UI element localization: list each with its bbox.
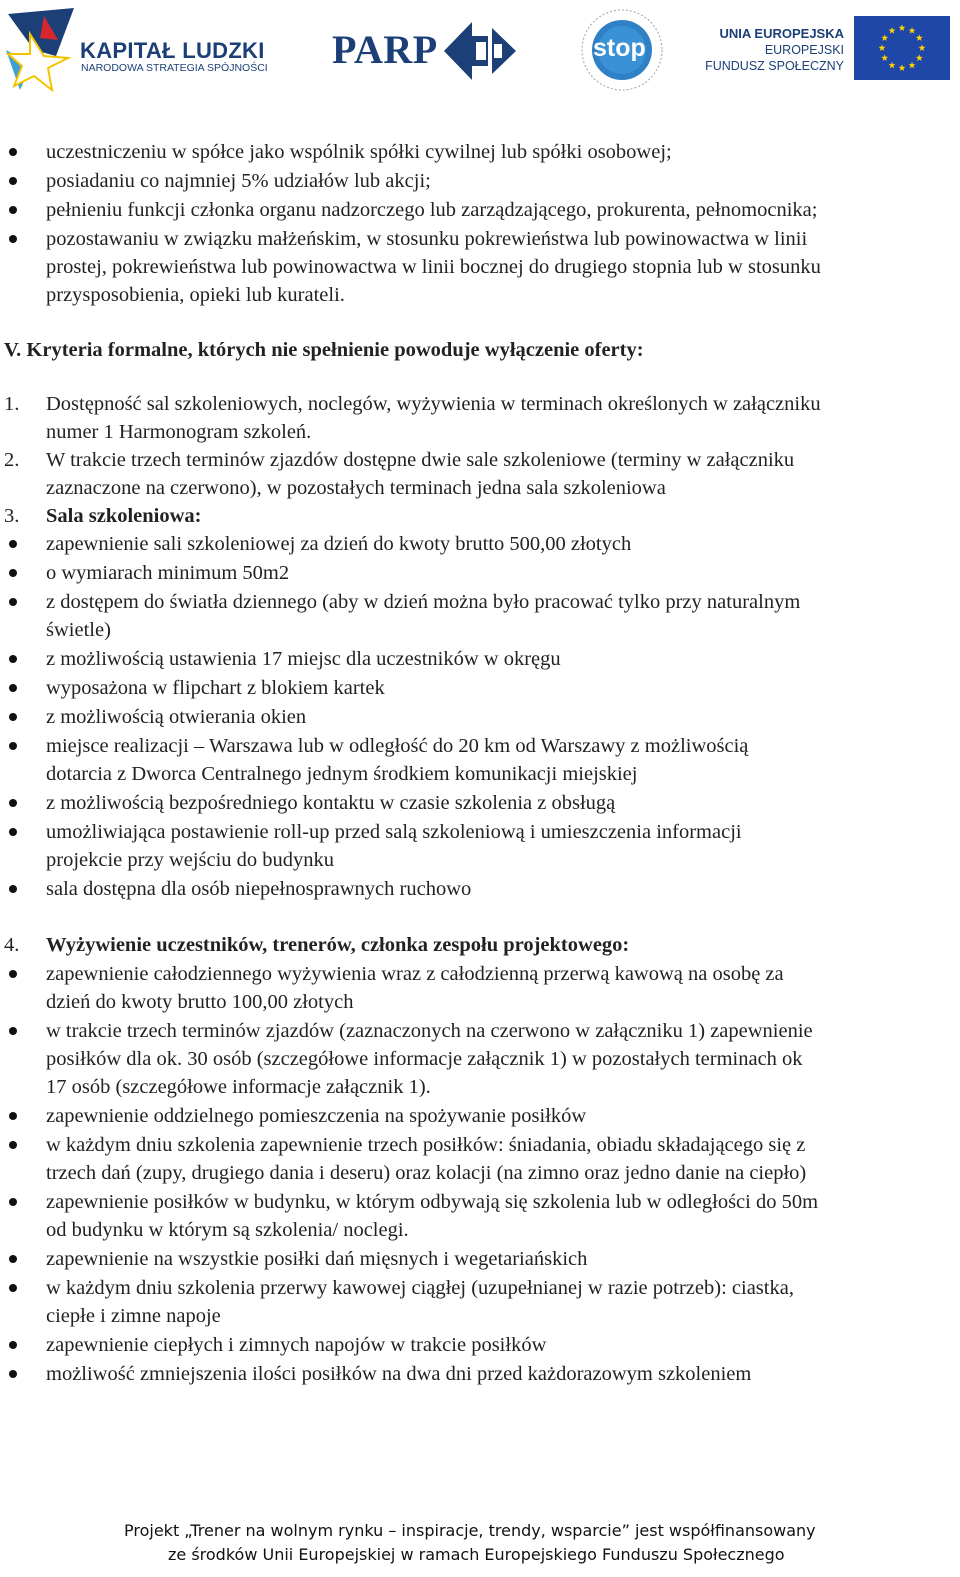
list-item-line: ciepłe i zimne napoje [46, 1305, 221, 1327]
item4-heading: Wyżywienie uczestników, trenerów, członka zespołu projektowego: [46, 934, 630, 956]
bullet-icon [9, 828, 17, 836]
list-item-line: w trakcie trzech terminów zjazdów (zaznaczonych na czerwono w załączniku 1) zapewnienie [46, 1020, 813, 1042]
list-item-line: trzech dań (zupy, drugiego dania i deseru) oraz kolacji (na zimno oraz jedno danie na ciepło) [46, 1162, 807, 1184]
numbered-item-line: W trakcie trzech terminów zjazdów dostępne dwie sale szkoleniowe (terminy w załączniku [46, 449, 795, 471]
bullet-icon [9, 1027, 17, 1035]
list-item-line: zapewnienie całodziennego wyżywienia wraz z całodzienną przerwą kawową na osobę za [46, 963, 784, 985]
kapital-ludzki-logo [4, 4, 284, 92]
list-item-line: posiadaniu co najmniej 5% udziałów lub akcji; [46, 170, 431, 192]
list-item-line: zapewnienie sali szkoleniowej za dzień do kwoty brutto 500,00 złotych [46, 533, 632, 555]
bullet-icon [9, 799, 17, 807]
list-item-line: możliwość zmniejszenia ilości posiłków na dwa dni przed każdorazowym szkoleniem [46, 1363, 752, 1385]
bullet-icon [9, 1141, 17, 1149]
list-item-line: zapewnienie oddzielnego pomieszczenia na spożywanie posiłków [46, 1105, 587, 1127]
bullet-icon [9, 1112, 17, 1120]
list-number: 2. [4, 449, 20, 471]
list-item-line: zapewnienie posiłków w budynku, w którym odbywają się szkolenia lub w odległości do 50m [46, 1191, 819, 1213]
footer-line-1: Projekt „Trener na wolnym rynku – inspiracje, trendy, wsparcie” jest współfinansowany [124, 1521, 816, 1540]
bullet-icon [9, 885, 17, 893]
header-logos [0, 0, 960, 100]
list-item-line: zapewnienie ciepłych i zimnych napojów w trakcie posiłków [46, 1334, 547, 1356]
bullet-icon [9, 1284, 17, 1292]
bullet-icon [9, 235, 17, 243]
stop-text: stop [593, 34, 646, 62]
list-item-line: dzień do kwoty brutto 100,00 złotych [46, 991, 354, 1013]
bullet-icon [9, 598, 17, 606]
kapital-ludzki-title: KAPITAŁ LUDZKI [80, 38, 265, 63]
numbered-item-line: Dostępność sal szkoleniowych, noclegów, wyżywienia w terminach określonych w załączniku [46, 393, 821, 415]
parp-text: PARP [332, 27, 438, 72]
list-number: 4. [4, 934, 20, 956]
list-item-line: z możliwością bezpośredniego kontaktu w czasie szkolenia z obsługą [46, 792, 616, 814]
bullet-icon [9, 1341, 17, 1349]
list-item-line: z możliwością ustawienia 17 miejsc dla uczestników w okręgu [46, 648, 561, 670]
list-item-line: świetle) [46, 619, 111, 641]
bullet-icon [9, 177, 17, 185]
bullet-icon [9, 1255, 17, 1263]
bullet-icon [9, 742, 17, 750]
bullet-icon [9, 655, 17, 663]
list-item-line: projekcie przy wejściu do budynku [46, 849, 335, 871]
ue-fund-line1: EUROPEJSKI [764, 43, 844, 57]
list-item-line: przysposobienia, opieki lub kurateli. [46, 284, 345, 306]
footer-line-2: ze środków Unii Europejskiej w ramach Europejskiego Funduszu Społecznego [168, 1545, 785, 1564]
list-item-line: prostej, pokrewieństwa lub powinowactwa w linii bocznej do drugiego stopnia lub w stosunku [46, 256, 821, 278]
list-item-line: zapewnienie na wszystkie posiłki dań mięsnych i wegetariańskich [46, 1248, 588, 1270]
list-item-line: posiłków dla ok. 30 osób (szczegółowe informacje załącznik 1) w pozostałych terminach ok [46, 1048, 803, 1070]
list-item-line: uczestniczeniu w spółce jako wspólnik spółki cywilnej lub spółki osobowej; [46, 141, 672, 163]
ue-fund-line2: FUNDUSZ SPOŁECZNY [705, 59, 844, 73]
ue-title: UNIA EUROPEJSKA [719, 26, 844, 41]
list-item-line: umożliwiająca postawienie roll-up przed salą szkoleniową i umieszczenia informacji [46, 821, 742, 843]
list-item-line: w każdym dniu szkolenia zapewnienie trzech posiłków: śniadania, obiadu składającego się z [46, 1134, 806, 1156]
list-item-line: wyposażona w flipchart z blokiem kartek [46, 677, 385, 699]
list-item-line: z dostępem do światła dziennego (aby w dzień można było pracować tylko przy naturalnym [46, 591, 801, 613]
list-number: 1. [4, 393, 20, 415]
parp-logo [332, 16, 522, 86]
list-number: 3. [4, 505, 20, 527]
kapital-ludzki-star-icon [4, 4, 76, 92]
bullet-icon [9, 713, 17, 721]
ue-logo [706, 16, 956, 86]
list-item-line: pozostawaniu w związku małżeńskim, w stosunku pokrewieństwa lub powinowactwa w linii [46, 228, 808, 250]
list-item-line: miejsce realizacji – Warszawa lub w odległość do 20 km od Warszawy z możliwością [46, 735, 749, 757]
list-item-line: sala dostępna dla osób niepełnosprawnych ruchowo [46, 878, 472, 900]
bullet-icon [9, 1198, 17, 1206]
section-heading: V. Kryteria formalne, których nie spełnienie powoduje wyłączenie oferty: [4, 339, 644, 361]
bullet-icon [9, 569, 17, 577]
bullet-icon [9, 148, 17, 156]
list-item-line: z możliwością otwierania okien [46, 706, 307, 728]
list-item-line: od budynku w którym są szkolenia/ noclegi. [46, 1219, 409, 1241]
numbered-item-line: Sala szkoleniowa: [46, 505, 202, 527]
list-item-line: w każdym dniu szkolenia przerwy kawowej ciągłej (uzupełnianej w razie potrzeb): ciastka, [46, 1277, 794, 1299]
bullet-icon [9, 970, 17, 978]
list-item-line: 17 osób (szczegółowe informacje załącznik 1). [46, 1076, 431, 1098]
eu-flag-icon [854, 16, 950, 80]
numbered-item-line: numer 1 Harmonogram szkoleń. [46, 421, 312, 443]
bullet-icon [9, 540, 17, 548]
parp-arrows-icon [444, 16, 516, 86]
bullet-icon [9, 206, 17, 214]
list-item-line: o wymiarach minimum 50m2 [46, 562, 290, 584]
numbered-item-line: zaznaczone na czerwono), w pozostałych terminach jedna sala szkoleniowa [46, 477, 666, 499]
bullet-icon [9, 1370, 17, 1378]
list-item-line: dotarcia z Dworca Centralnego jednym środkiem komunikacji miejskiej [46, 763, 638, 785]
kapital-ludzki-subtitle: NARODOWA STRATEGIA SPÓJNOŚCI [81, 62, 268, 74]
bullet-icon [9, 684, 17, 692]
stop-logo [576, 8, 668, 92]
list-item-line: pełnieniu funkcji członka organu nadzorczego lub zarządzającego, prokurenta, pełnomocnika; [46, 199, 818, 221]
